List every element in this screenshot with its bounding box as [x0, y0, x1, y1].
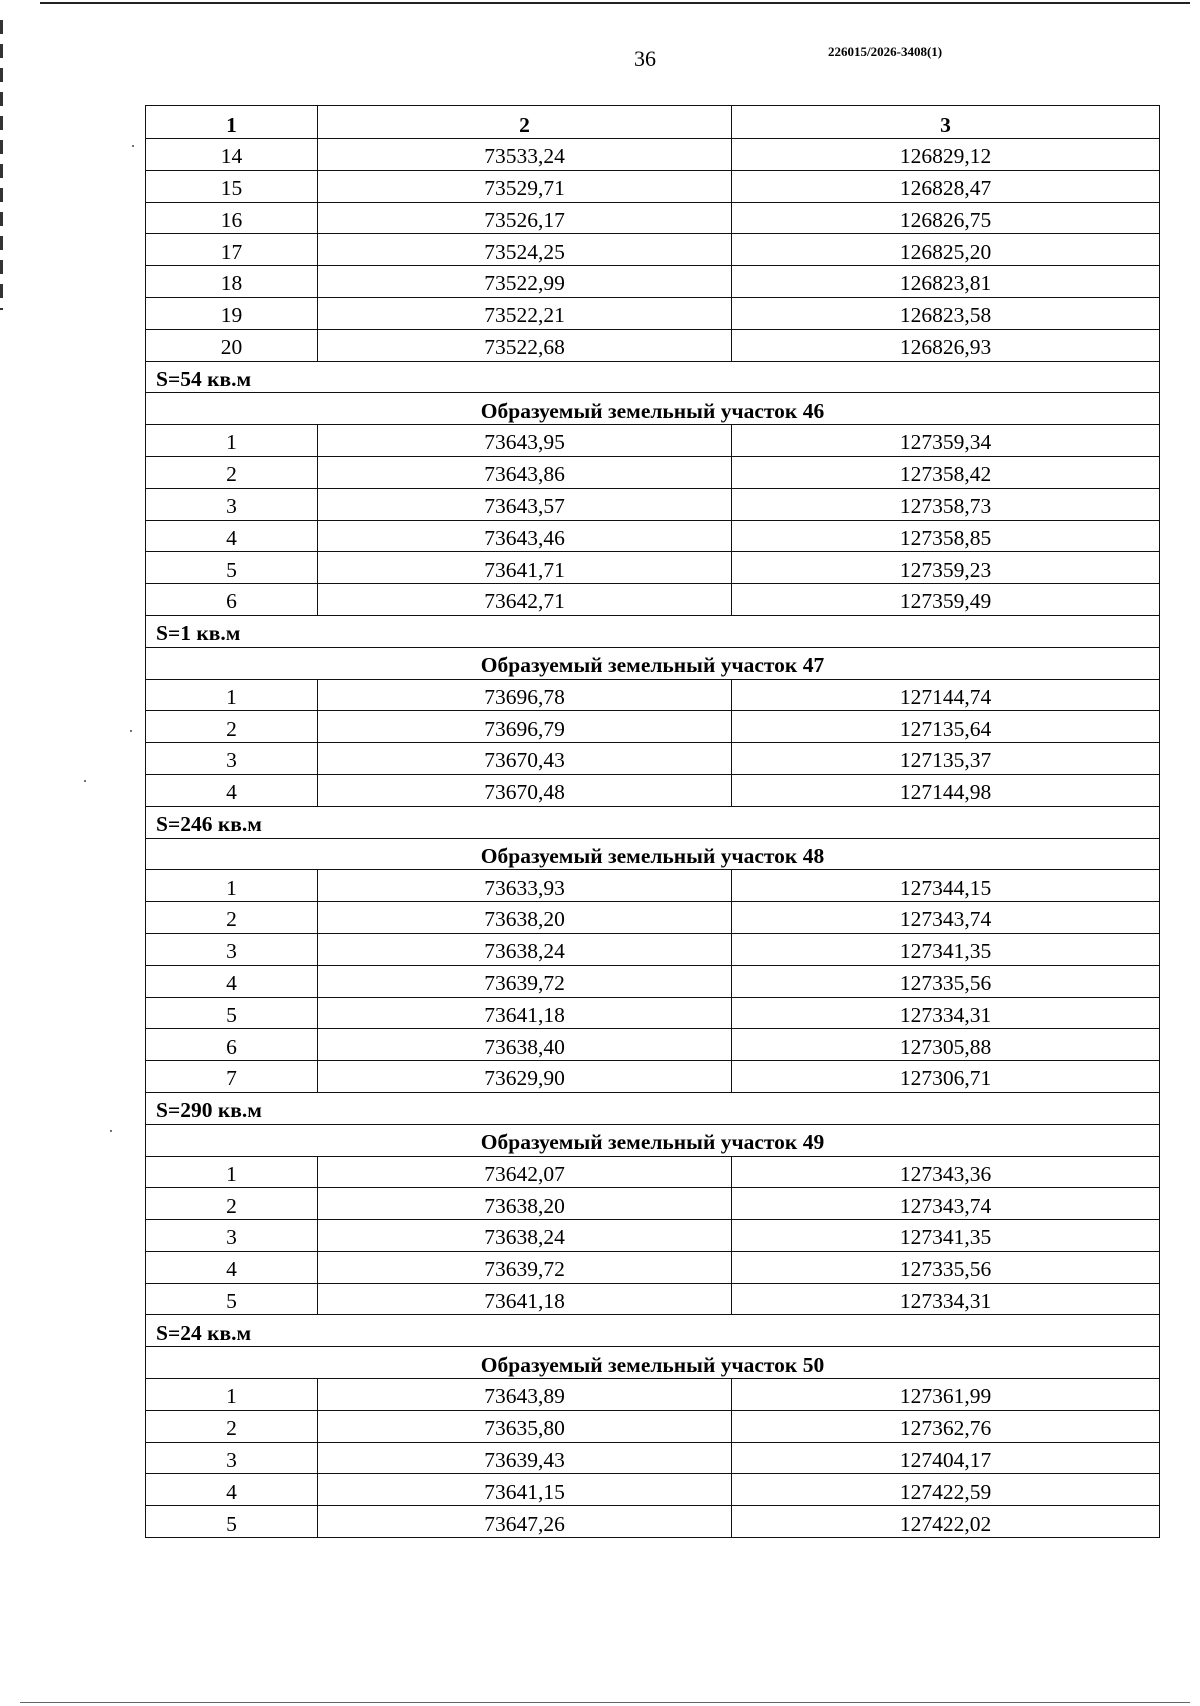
point-number-cell: 4: [146, 1474, 318, 1506]
coordinate-y-cell: 126825,20: [732, 234, 1160, 266]
point-number-cell: 3: [146, 1220, 318, 1252]
coordinate-x-cell: 73643,95: [318, 425, 732, 457]
coordinate-x-cell: 73639,72: [318, 1251, 732, 1283]
plot-title: Образуемый земельный участок 48: [146, 838, 1160, 870]
point-number-cell: 3: [146, 743, 318, 775]
point-number-cell: 6: [146, 584, 318, 616]
coordinate-y-cell: 127344,15: [732, 870, 1160, 902]
table-row: [146, 1188, 1160, 1220]
plot-title-row: [146, 838, 1160, 870]
coordinate-x-cell: 73638,20: [318, 1188, 732, 1220]
area-label-row: [146, 615, 1160, 647]
point-number-cell: 1: [146, 679, 318, 711]
point-number-cell: 1: [146, 1379, 318, 1411]
coordinates-table: [145, 105, 1160, 1538]
point-number-cell: 4: [146, 1251, 318, 1283]
area-label: S=54 кв.м: [146, 361, 1160, 393]
coordinate-y-cell: 127422,59: [732, 1474, 1160, 1506]
point-number-cell: 5: [146, 1506, 318, 1538]
point-number-cell: 2: [146, 1188, 318, 1220]
point-number-cell: 3: [146, 933, 318, 965]
coordinate-x-cell: 73524,25: [318, 234, 732, 266]
coordinate-y-cell: 126829,12: [732, 139, 1160, 171]
plot-title: Образуемый земельный участок 47: [146, 647, 1160, 679]
coordinate-y-cell: 127358,85: [732, 520, 1160, 552]
coordinate-y-cell: 127422,02: [732, 1506, 1160, 1538]
point-number-cell: 15: [146, 170, 318, 202]
coordinate-x-cell: 73641,18: [318, 997, 732, 1029]
table-row: [146, 870, 1160, 902]
coordinate-y-cell: 127343,36: [732, 1156, 1160, 1188]
coordinate-x-cell: 73522,21: [318, 297, 732, 329]
table-body: [146, 106, 1160, 1538]
coordinate-y-cell: 127361,99: [732, 1379, 1160, 1411]
coordinate-y-cell: 127334,31: [732, 997, 1160, 1029]
coordinate-x-cell: 73638,24: [318, 933, 732, 965]
coordinate-y-cell: 126823,58: [732, 297, 1160, 329]
point-number-cell: 6: [146, 1029, 318, 1061]
point-number-cell: 2: [146, 1410, 318, 1442]
point-number-cell: 2: [146, 902, 318, 934]
table-row: [146, 488, 1160, 520]
table-row: [146, 679, 1160, 711]
header-row: [146, 106, 1160, 139]
point-number-cell: 5: [146, 997, 318, 1029]
coordinate-y-cell: 126826,75: [732, 202, 1160, 234]
coordinate-y-cell: 127144,98: [732, 774, 1160, 806]
coordinate-y-cell: 127135,37: [732, 743, 1160, 775]
table-row: [146, 933, 1160, 965]
area-label: S=246 кв.м: [146, 806, 1160, 838]
table-row: [146, 297, 1160, 329]
coordinate-x-cell: 73696,79: [318, 711, 732, 743]
point-number-cell: 18: [146, 266, 318, 298]
coordinate-x-cell: 73643,86: [318, 456, 732, 488]
area-label-row: [146, 806, 1160, 838]
table-row: [146, 139, 1160, 171]
coordinate-y-cell: 127305,88: [732, 1029, 1160, 1061]
table-row: [146, 1283, 1160, 1315]
coordinate-x-cell: 73529,71: [318, 170, 732, 202]
point-number-cell: 14: [146, 139, 318, 171]
coordinate-y-cell: 127144,74: [732, 679, 1160, 711]
coordinate-x-cell: 73642,71: [318, 584, 732, 616]
coordinate-x-cell: 73696,78: [318, 679, 732, 711]
scan-speck: [84, 780, 86, 782]
table-row: [146, 1156, 1160, 1188]
page-number: 36: [634, 46, 656, 71]
coordinate-y-cell: 126826,93: [732, 329, 1160, 361]
table-row: [146, 1442, 1160, 1474]
coordinate-y-cell: 127335,56: [732, 1251, 1160, 1283]
coordinate-x-cell: 73641,15: [318, 1474, 732, 1506]
area-label-row: [146, 1315, 1160, 1347]
coordinate-x-cell: 73670,43: [318, 743, 732, 775]
table-row: [146, 774, 1160, 806]
table-row: [146, 1251, 1160, 1283]
table-row: [146, 170, 1160, 202]
point-number-cell: 5: [146, 552, 318, 584]
coordinate-y-cell: 127343,74: [732, 1188, 1160, 1220]
area-label: S=290 кв.м: [146, 1092, 1160, 1124]
point-number-cell: 4: [146, 520, 318, 552]
plot-title-row: [146, 1347, 1160, 1379]
table-row: [146, 552, 1160, 584]
coordinate-y-cell: 126823,81: [732, 266, 1160, 298]
scan-border-top: [40, 2, 1190, 4]
coordinate-y-cell: 127404,17: [732, 1442, 1160, 1474]
point-number-cell: 2: [146, 711, 318, 743]
coordinate-x-cell: 73533,24: [318, 139, 732, 171]
table-row: [146, 997, 1160, 1029]
table-row: [146, 1029, 1160, 1061]
coordinate-x-cell: 73642,07: [318, 1156, 732, 1188]
point-number-cell: 1: [146, 870, 318, 902]
coordinate-x-cell: 73638,40: [318, 1029, 732, 1061]
plot-title: Образуемый земельный участок 49: [146, 1124, 1160, 1156]
point-number-cell: 1: [146, 425, 318, 457]
coordinate-y-cell: 127306,71: [732, 1061, 1160, 1093]
point-number-cell: 16: [146, 202, 318, 234]
scan-speck: [130, 730, 132, 732]
area-label: S=24 кв.м: [146, 1315, 1160, 1347]
coordinate-y-cell: 127135,64: [732, 711, 1160, 743]
point-number-cell: 2: [146, 456, 318, 488]
coordinate-x-cell: 73638,24: [318, 1220, 732, 1252]
plot-title-row: [146, 647, 1160, 679]
coordinate-x-cell: 73639,43: [318, 1442, 732, 1474]
table-row: [146, 743, 1160, 775]
table-row: [146, 266, 1160, 298]
area-label-row: [146, 361, 1160, 393]
header-cell: 2: [318, 106, 732, 139]
table-row: [146, 1379, 1160, 1411]
coordinate-x-cell: 73522,68: [318, 329, 732, 361]
coordinate-x-cell: 73641,18: [318, 1283, 732, 1315]
coordinate-y-cell: 127334,31: [732, 1283, 1160, 1315]
coordinate-x-cell: 73643,89: [318, 1379, 732, 1411]
coordinate-x-cell: 73643,46: [318, 520, 732, 552]
table-row: [146, 456, 1160, 488]
coordinate-y-cell: 127359,34: [732, 425, 1160, 457]
table-row: [146, 1220, 1160, 1252]
point-number-cell: 4: [146, 774, 318, 806]
coordinate-x-cell: 73641,71: [318, 552, 732, 584]
table-row: [146, 902, 1160, 934]
table-row: [146, 584, 1160, 616]
point-number-cell: 7: [146, 1061, 318, 1093]
table-row: [146, 1474, 1160, 1506]
point-number-cell: 5: [146, 1283, 318, 1315]
table-row: [146, 1061, 1160, 1093]
table-row: [146, 711, 1160, 743]
coordinate-x-cell: 73526,17: [318, 202, 732, 234]
point-number-cell: 19: [146, 297, 318, 329]
table-row: [146, 1410, 1160, 1442]
point-number-cell: 1: [146, 1156, 318, 1188]
area-label-row: [146, 1092, 1160, 1124]
coordinate-y-cell: 127341,35: [732, 1220, 1160, 1252]
coordinate-x-cell: 73635,80: [318, 1410, 732, 1442]
scan-edge-marks: [0, 20, 3, 310]
coordinate-x-cell: 73639,72: [318, 965, 732, 997]
coordinate-y-cell: 127359,49: [732, 584, 1160, 616]
coordinate-y-cell: 127335,56: [732, 965, 1160, 997]
table-row: [146, 965, 1160, 997]
coordinate-x-cell: 73629,90: [318, 1061, 732, 1093]
header-cell: 3: [732, 106, 1160, 139]
coordinate-x-cell: 73647,26: [318, 1506, 732, 1538]
coordinate-y-cell: 127362,76: [732, 1410, 1160, 1442]
point-number-cell: 4: [146, 965, 318, 997]
scan-speck: [132, 145, 134, 147]
header-cell: 1: [146, 106, 318, 139]
table-row: [146, 202, 1160, 234]
plot-title: Образуемый земельный участок 50: [146, 1347, 1160, 1379]
table-row: [146, 520, 1160, 552]
point-number-cell: 20: [146, 329, 318, 361]
point-number-cell: 3: [146, 1442, 318, 1474]
area-label: S=1 кв.м: [146, 615, 1160, 647]
coordinate-y-cell: 127358,42: [732, 456, 1160, 488]
scan-border-bottom: [20, 1702, 1190, 1703]
scan-speck: [110, 1130, 112, 1132]
coordinate-x-cell: 73638,20: [318, 902, 732, 934]
coordinate-x-cell: 73643,57: [318, 488, 732, 520]
coordinate-y-cell: 127341,35: [732, 933, 1160, 965]
document-id: 226015/2026-3408(1): [828, 44, 943, 59]
point-number-cell: 17: [146, 234, 318, 266]
coordinate-x-cell: 73670,48: [318, 774, 732, 806]
table-row: [146, 329, 1160, 361]
plot-title-row: [146, 393, 1160, 425]
point-number-cell: 3: [146, 488, 318, 520]
table-row: [146, 425, 1160, 457]
coordinate-x-cell: 73522,99: [318, 266, 732, 298]
plot-title: Образуемый земельный участок 46: [146, 393, 1160, 425]
coordinate-y-cell: 127359,23: [732, 552, 1160, 584]
table-row: [146, 1506, 1160, 1538]
coordinate-x-cell: 73633,93: [318, 870, 732, 902]
table-row: [146, 234, 1160, 266]
coordinate-y-cell: 127358,73: [732, 488, 1160, 520]
coordinate-y-cell: 126828,47: [732, 170, 1160, 202]
coordinate-y-cell: 127343,74: [732, 902, 1160, 934]
plot-title-row: [146, 1124, 1160, 1156]
